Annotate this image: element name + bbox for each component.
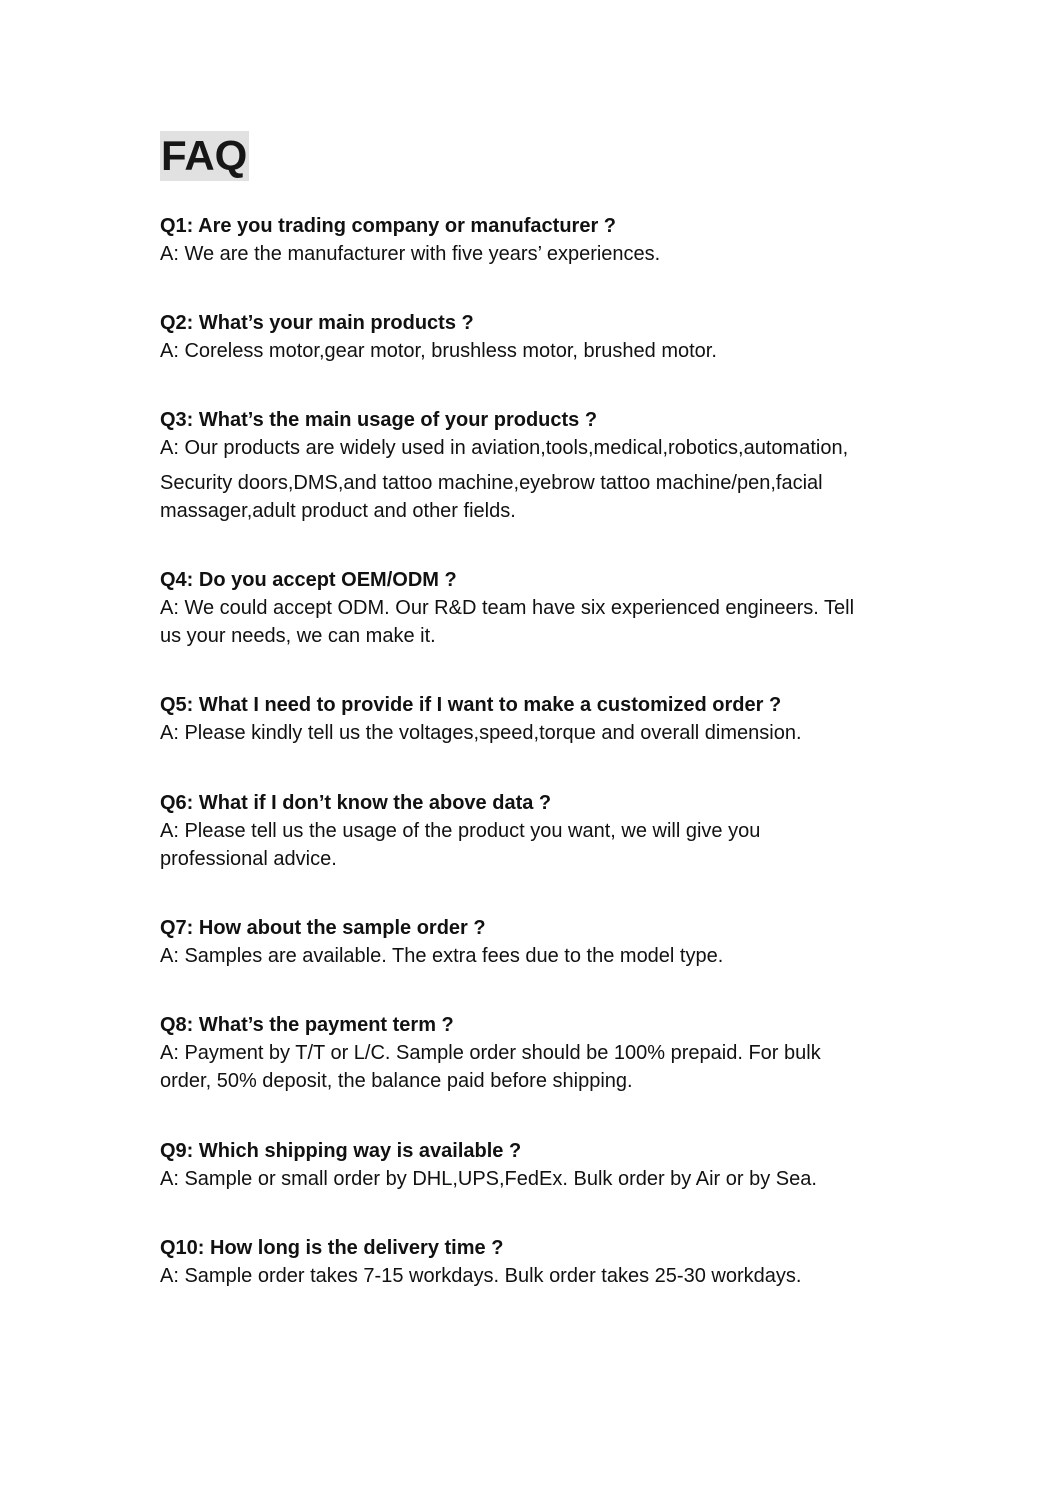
- question: Q7: How about the sample order ?: [160, 917, 486, 939]
- answer: [160, 434, 920, 525]
- answer-line: A: We are the manufacturer with five years’ experiences.: [160, 243, 661, 265]
- answer: [160, 1262, 920, 1290]
- question: Q3: What’s the main usage of your products ?: [160, 409, 598, 431]
- answer: [160, 1039, 920, 1095]
- question: Q5: What I need to provide if I want to make a customized order ?: [160, 694, 782, 716]
- answer: [160, 1165, 920, 1193]
- answer-line: A: We could accept ODM. Our R&D team have six experienced engineers. Tell: [160, 597, 855, 619]
- answer: [160, 240, 920, 268]
- question: Q4: Do you accept OEM/ODM ?: [160, 569, 457, 591]
- faq-item-1: [160, 212, 920, 268]
- answer-line: A: Please kindly tell us the voltages,speed,torque and overall dimension.: [160, 722, 802, 744]
- faq-item-4: [160, 566, 920, 650]
- answer: [160, 817, 920, 873]
- answer-line: A: Payment by T/T or L/C. Sample order should be 100% prepaid. For bulk: [160, 1042, 821, 1064]
- answer: [160, 719, 920, 747]
- page-title: FAQ: [161, 132, 248, 179]
- question: Q1: Are you trading company or manufacturer ?: [160, 215, 617, 237]
- answer: [160, 942, 920, 970]
- answer-line: A: Sample or small order by DHL,UPS,FedEx. Bulk order by Air or by Sea.: [160, 1168, 817, 1190]
- answer-line: A: Samples are available. The extra fees due to the model type.: [160, 945, 724, 967]
- faq-item-6: [160, 789, 920, 873]
- answer-line: us your needs, we can make it.: [160, 625, 436, 647]
- faq-item-7: [160, 914, 920, 970]
- question: Q6: What if I don’t know the above data ?: [160, 792, 552, 814]
- question: Q10: How long is the delivery time ?: [160, 1237, 504, 1259]
- answer-line: A: Please tell us the usage of the product you want, we will give you: [160, 820, 761, 842]
- faq-item-9: [160, 1137, 920, 1193]
- faq-item-5: [160, 691, 920, 747]
- answer: [160, 337, 920, 365]
- answer-line: A: Our products are widely used in aviation,tools,medical,robotics,automation,: [160, 437, 849, 459]
- answer: [160, 594, 920, 650]
- answer-line: massager,adult product and other fields.: [160, 500, 516, 522]
- faq-item-2: [160, 309, 920, 365]
- answer-line: A: Sample order takes 7-15 workdays. Bulk order takes 25-30 workdays.: [160, 1265, 802, 1287]
- faq-item-8: [160, 1011, 920, 1095]
- question: Q8: What’s the payment term ?: [160, 1014, 454, 1036]
- question: Q2: What’s your main products ?: [160, 312, 474, 334]
- faq-item-3: [160, 406, 920, 525]
- answer-line: A: Coreless motor,gear motor, brushless motor, brushed motor.: [160, 340, 717, 362]
- answer-line: professional advice.: [160, 848, 337, 870]
- question: Q9: Which shipping way is available ?: [160, 1140, 522, 1162]
- answer-line: order, 50% deposit, the balance paid before shipping.: [160, 1070, 633, 1092]
- faq-item-10: [160, 1234, 920, 1290]
- answer-line: Security doors,DMS,and tattoo machine,eyebrow tattoo machine/pen,facial: [160, 472, 823, 494]
